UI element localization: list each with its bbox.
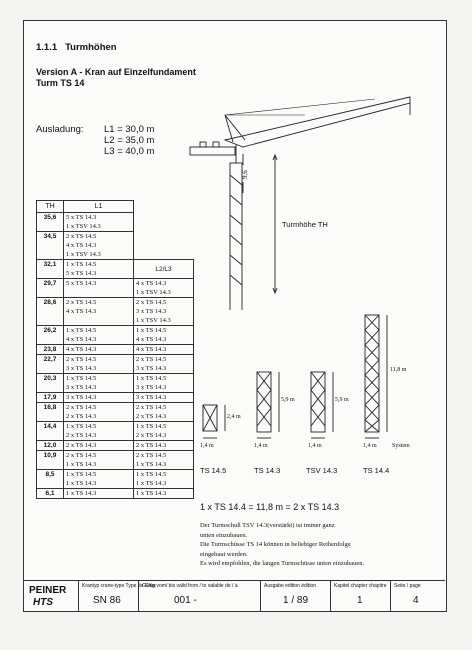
l23-sections: [134, 374, 194, 393]
table-row: [37, 279, 194, 298]
section-entry: 1 x TSV 14.3: [66, 223, 101, 230]
section-entry: 1 x TSV 14.3: [136, 289, 171, 296]
ts143-width: 1,4 m: [254, 443, 268, 449]
tower-height-value: 26,2: [37, 326, 64, 345]
section-title: Turmhöhen: [65, 42, 117, 53]
l23-sections: [134, 451, 194, 470]
note-line: eingebaut werden.: [200, 550, 248, 558]
table-row: [37, 326, 194, 345]
col-th-header: TH: [37, 201, 64, 213]
tower-height-value: 10,9: [37, 451, 64, 470]
section-entry: 1 x TS 14.5: [66, 471, 97, 478]
section-entry: 1 x TS 14.5: [136, 423, 167, 430]
section-entry: 3 x TS 14.3: [136, 365, 167, 372]
footer-label: Gültig vom/ bis valid from / to valable de / à: [142, 583, 238, 589]
tower-height-value: 32,1: [37, 260, 64, 279]
footer-cell-crane-type: [78, 581, 156, 611]
footer-value: 4: [413, 595, 419, 606]
l23-sections: [134, 441, 194, 451]
section-entry: 5 x TS 14.3: [66, 270, 97, 277]
l23-sections: [134, 470, 194, 489]
l23-sections: [134, 393, 194, 403]
tsv143-width: 1,4 m: [308, 443, 322, 449]
section-entry: 2 x TS 14.5: [66, 452, 97, 459]
counter-jib: [190, 147, 235, 155]
tower-height-table: [36, 200, 194, 499]
section-entry: 2 x TS 14.3: [136, 442, 167, 449]
tsv143-height: 5,9 m: [335, 397, 349, 403]
tower-height-value: 14,4: [37, 422, 64, 441]
section-entry: 2 x TS 14.3: [66, 442, 97, 449]
footer-value: 001 -: [174, 595, 197, 606]
section-entry: 3 x TS 14.3: [136, 308, 167, 315]
table-row: [37, 451, 194, 470]
footer-cell-validity: [138, 581, 261, 611]
l23-sections: [134, 279, 194, 298]
l1-sections: [64, 470, 134, 489]
section-entry: 4 x TS 14.3: [136, 336, 167, 343]
l1-sections: [64, 298, 134, 326]
tower-height-value: 12,0: [37, 441, 64, 451]
section-entry: 3 x TS 14.3: [66, 394, 97, 401]
l1-sections: [64, 489, 134, 499]
section-number: 1.1.1: [36, 42, 58, 53]
section-heading: [36, 42, 117, 53]
head-dimension: 9,6: [241, 170, 249, 179]
notes-block: [200, 521, 420, 569]
l23-sections: L2/L3: [134, 260, 194, 279]
ts144-width: 1,4 m: [363, 443, 377, 449]
table-row: [37, 441, 194, 451]
section-entry: 2 x TS 14.3: [136, 413, 167, 420]
footer-cell-chapter: [330, 581, 391, 611]
table-row: [37, 213, 194, 232]
version-line: Version A - Kran auf Einzelfundament: [36, 67, 196, 77]
section-entry: 1 x TSV 14.3: [66, 251, 101, 258]
brand-logo: HTS: [33, 597, 53, 608]
l1-sections: [64, 403, 134, 422]
section-entry: 4 x TS 14.3: [136, 280, 167, 287]
note-line: Der Turmschuß TSV 14.3(verstärkt) ist immer ganz: [200, 522, 335, 529]
l23-sections: [134, 345, 194, 355]
section-entry: 1 x TSV 14.3: [136, 317, 171, 324]
ts145-height: 2,4 m: [227, 414, 241, 420]
section-entry: 3 x TS 14.3: [66, 384, 97, 391]
ts143-height: 5,9 m: [281, 397, 295, 403]
table-row: [37, 345, 194, 355]
section-entry: 2 x TS 14.5: [66, 233, 97, 240]
l1-sections: [64, 374, 134, 393]
l23-sections: [134, 326, 194, 345]
l1-sections: [64, 451, 134, 470]
table-row: [37, 232, 194, 260]
ts144-label: TS 14.4: [363, 466, 390, 475]
l23-sections: [134, 422, 194, 441]
system-label: System: [392, 443, 410, 449]
section-entry: 1 x TS 14.5: [136, 327, 167, 334]
footer-value: 1 / 89: [283, 595, 309, 606]
section-entry: 2 x TS 14.3: [66, 413, 97, 420]
section-entry: 2 x TS 14.5: [66, 299, 97, 306]
footer-cell-page: [390, 581, 446, 611]
section-entry: 5 x TS 14.3: [66, 280, 97, 287]
tower-height-value: 35,6: [37, 213, 64, 232]
tower-height-value: 17,9: [37, 393, 64, 403]
footer-cell-edition: [260, 581, 331, 611]
section-entry: 1 x TS 14.3: [136, 461, 167, 468]
ts143-label: TS 14.3: [254, 466, 281, 475]
footer-label: Krantyp crane-type Type de Grue: [82, 583, 156, 589]
ts145-label: TS 14.5: [200, 466, 227, 475]
table-row: [37, 374, 194, 393]
tower-height-value: 6,1: [37, 489, 64, 499]
ausladung-l2: L2 = 35,0 m: [104, 135, 155, 146]
l23-sections: [134, 403, 194, 422]
l1-sections: [64, 441, 134, 451]
footer-bar: [23, 580, 445, 611]
l23-sections: [134, 355, 194, 374]
section-entry: 4 x TS 14.3: [66, 308, 97, 315]
section-entry: 2 x TS 14.5: [136, 452, 167, 459]
table-row: [37, 393, 194, 403]
tsv143-label: TSV 14.3: [306, 466, 338, 475]
l1-sections: [64, 260, 134, 279]
l1-sections: [64, 393, 134, 403]
section-entry: 4 x TS 14.3: [66, 336, 97, 343]
note-line: Die Turmschüsse TS 14 können in beliebiger Reihenfolge: [200, 541, 351, 548]
col-l1-header: L1: [64, 201, 134, 213]
l1-sections: [64, 345, 134, 355]
ts144-height: 11,8 m: [390, 367, 407, 373]
section-entry: 1 x TS 14.5: [66, 375, 97, 382]
section-entry: 1 x TS 14.5: [66, 423, 97, 430]
l23-sections: [134, 489, 194, 499]
table-row: [37, 260, 194, 279]
tower-height-value: 29,7: [37, 279, 64, 298]
section-entry: 3 x TS 14.3: [136, 384, 167, 391]
tower-sections: [195, 310, 425, 455]
table-row: [37, 355, 194, 374]
section-entry: 4 x TS 14.3: [66, 346, 97, 353]
tower-height-value: 34,5: [37, 232, 64, 260]
crane-jib: [225, 97, 410, 147]
l1-sections: [64, 355, 134, 374]
table-row: [37, 470, 194, 489]
section-entry: 1 x TS 14.3: [66, 490, 97, 497]
brand-name: PEINER: [29, 585, 67, 596]
ts145-section: [203, 405, 225, 438]
section-entry: 1 x TS 14.3: [136, 490, 167, 497]
tower-height-value: 8,5: [37, 470, 64, 489]
note-line: unten einzubauen.: [200, 531, 248, 539]
section-entry: 2 x TS 14.3: [66, 432, 97, 439]
tower-line: Turm TS 14: [36, 78, 85, 88]
l1-sections: [64, 232, 134, 260]
ts145-width: 1,4 m: [200, 443, 214, 449]
table-row: [37, 298, 194, 326]
section-entry: 1 x TS 14.5: [136, 471, 167, 478]
section-entry: 1 x TS 14.3: [66, 461, 97, 468]
tower-height-value: 20,3: [37, 374, 64, 393]
ausladung-l1: L1 = 30,0 m: [104, 124, 155, 135]
section-entry: 3 x TS 14.3: [66, 365, 97, 372]
crane-drawing: [185, 85, 425, 310]
footer-label: Seite / page: [394, 583, 421, 589]
note-line: Es wird empfohlen, die langen Turmschüsse unten einzubauen.: [200, 560, 365, 567]
section-entry: 4 x TS 14.3: [66, 242, 97, 249]
tower-height-label: Turmhöhe TH: [282, 220, 328, 229]
footer-label: Ausgabe edition édition: [264, 583, 316, 589]
section-entry: 2 x TS 14.5: [136, 356, 167, 363]
tower-height-value: 22,7: [37, 355, 64, 374]
tsv143-section: [311, 372, 333, 438]
ts143-section: [257, 372, 279, 438]
l1-sections: [64, 326, 134, 345]
table-row: [37, 403, 194, 422]
tower-height-value: 28,6: [37, 298, 64, 326]
section-entry: 1 x TS 14.3: [136, 480, 167, 487]
footer-value: 1: [357, 595, 363, 606]
tower-height-value: 16,8: [37, 403, 64, 422]
ausladung-label: Ausladung:: [36, 124, 84, 135]
footer-value: SN 86: [93, 595, 121, 606]
section-entry: 4 x TS 14.3: [136, 346, 167, 353]
l1-sections: [64, 279, 134, 298]
section-entry: 2 x TS 14.3: [136, 432, 167, 439]
l1-sections: [64, 422, 134, 441]
section-entry: 1 x TS 14.5: [66, 261, 97, 268]
section-entry: 1 x TS 14.5: [66, 327, 97, 334]
section-entry: 2 x TS 14.5: [136, 404, 167, 411]
tower-height-value: 23,8: [37, 345, 64, 355]
section-entry: 2 x TS 14.5: [66, 404, 97, 411]
section-equation: 1 x TS 14.4 = 11,8 m = 2 x TS 14.3: [200, 502, 340, 512]
section-entry: 3 x TS 14.3: [136, 394, 167, 401]
table-row: [37, 489, 194, 499]
section-entry: 1 x TS 14.3: [66, 480, 97, 487]
l23-sections: [134, 298, 194, 326]
l1-sections: [64, 213, 134, 232]
ausladung-l3: L3 = 40,0 m: [104, 146, 155, 157]
table-row: [37, 422, 194, 441]
ts144-section: [365, 315, 387, 438]
footer-label: Kapitel chapter chapitre: [334, 583, 387, 589]
section-entry: 1 x TS 14.5: [136, 375, 167, 382]
table-header-row: [37, 201, 194, 213]
section-entry: 2 x TS 14.5: [66, 356, 97, 363]
section-entry: 2 x TS 14.5: [136, 299, 167, 306]
section-entry: 5 x TS 14.3: [66, 214, 97, 221]
